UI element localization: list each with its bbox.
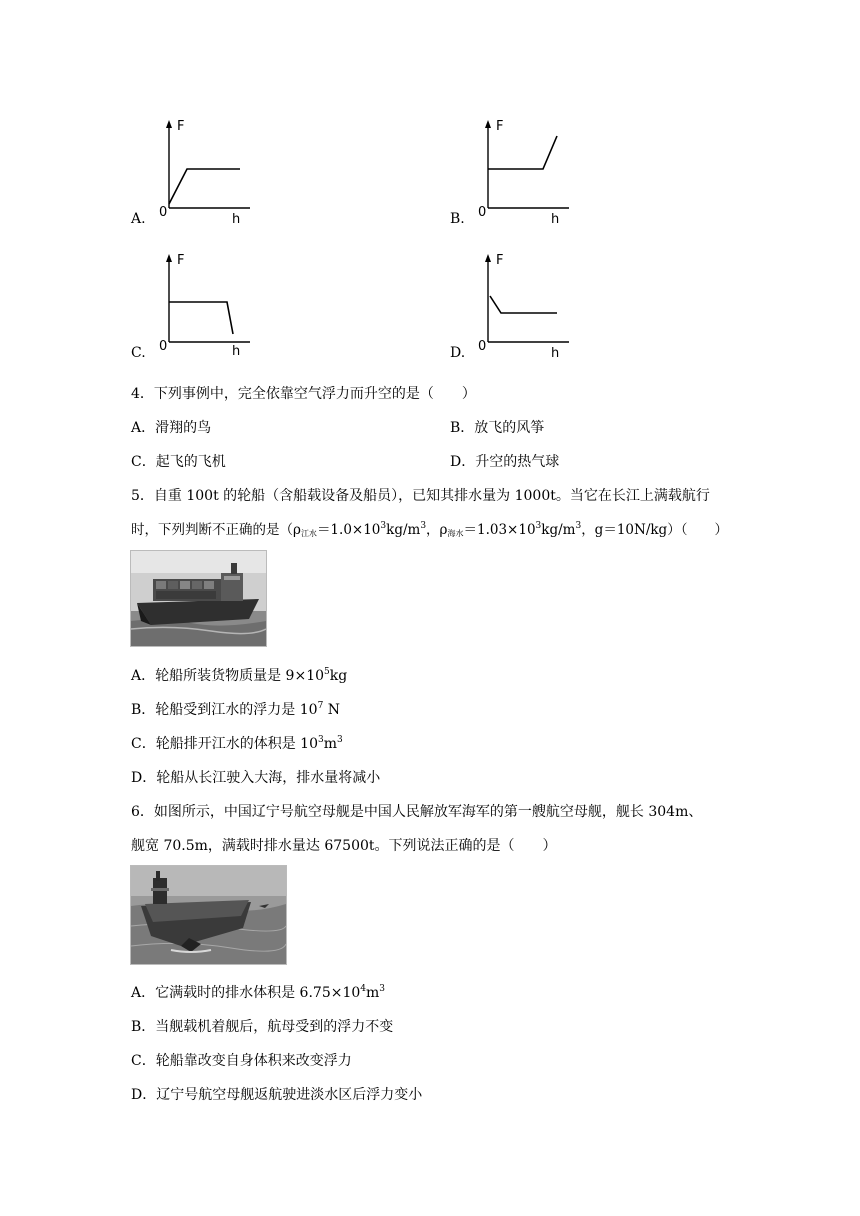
graph-d-plot — [471, 246, 581, 361]
q5-sub-sea: 海水 — [447, 529, 464, 538]
q5-option-b-exp: 7 — [317, 701, 324, 711]
graph-a-origin: 0 — [159, 205, 168, 220]
graph-b-origin: 0 — [478, 205, 487, 220]
q4-stem: 4．下列事例中，完全依靠空气浮力而升空的是（ ） — [131, 386, 476, 402]
q5-stem-line2-g: ，g＝10N/kg）（ ） — [581, 522, 728, 538]
graph-d-x-label: h — [551, 346, 560, 361]
option-a-letter: A. — [131, 211, 146, 227]
q6-option-b: B．当舰载机着舰后，航母受到的浮力不变 — [131, 1019, 394, 1035]
option-b-letter: B. — [450, 211, 465, 227]
q5-exp-3d: 3 — [575, 521, 582, 531]
graph-c — [152, 246, 262, 361]
q6-option-a-text: A．它满载时的排水体积是 6.75×10 — [131, 985, 361, 1001]
q5-option-a-exp: 5 — [324, 667, 330, 677]
graph-b-y-label: F — [496, 119, 504, 134]
q5-option-c-unit: m — [323, 736, 337, 752]
graph-a-curve — [169, 169, 240, 204]
graph-d-curve — [490, 296, 557, 313]
q5-option-a-text: A．轮船所装货物质量是 9×10 — [131, 668, 325, 684]
q5-option-c — [131, 733, 343, 753]
graph-d-y-label: F — [496, 253, 504, 268]
cargo-ship-illustration — [131, 551, 266, 646]
q6-option-a-unit: m — [366, 985, 380, 1001]
q5-stem-line1: 5．自重 100t 的轮船（含船载设备及船员），已知其排水量为 1000t。当它在长江上满载航行 — [131, 488, 710, 504]
q5-option-c-text: C．轮船排开江水的体积是 10 — [131, 736, 318, 752]
q5-option-b-text: B．轮船受到江水的浮力是 10 — [131, 702, 318, 718]
q5-exp-3a: 3 — [380, 521, 387, 531]
q5-option-a — [131, 665, 347, 685]
graph-b-curve — [488, 136, 557, 169]
option-d-letter: D. — [450, 345, 466, 361]
q6-option-c: C．轮船靠改变自身体积来改变浮力 — [131, 1053, 352, 1069]
graph-a-x-label: h — [232, 212, 241, 227]
graph-b — [471, 112, 581, 227]
q6-option-a-exp2: 3 — [379, 984, 386, 994]
q5-stem-line2-d: ，ρ — [426, 522, 448, 538]
q6-option-a — [131, 982, 385, 1002]
graph-a — [152, 112, 262, 227]
q5-stem-line2-a: 时，下列判断不正确的是（ρ — [131, 522, 301, 538]
graph-c-x-label: h — [232, 344, 241, 359]
q5-option-d: D．轮船从长江驶入大海，排水量将减小 — [131, 770, 381, 786]
graph-d — [471, 246, 581, 361]
graph-c-y-label: F — [177, 253, 185, 268]
q5-sub-river: 江水 — [300, 529, 317, 538]
q5-stem-line2-f: kg/m — [541, 522, 576, 538]
graph-c-origin: 0 — [159, 339, 168, 354]
graph-c-plot — [152, 246, 262, 361]
q6-option-a-exp: 4 — [360, 984, 367, 994]
q4-option-b: B．放飞的风筝 — [450, 420, 545, 436]
q5-option-c-exp: 3 — [317, 735, 324, 745]
graph-d-origin: 0 — [478, 339, 487, 354]
q5-option-b-unit: N — [323, 702, 340, 718]
q6-option-d: D．辽宁号航空母舰返航驶进淡水区后浮力变小 — [131, 1087, 423, 1103]
graph-b-plot — [471, 112, 581, 227]
q6-stem-line1: 6．如图所示，中国辽宁号航空母舰是中国人民解放军海军的第一艘航空母舰，舰长 304m、 — [131, 804, 703, 820]
q5-stem-line2-b: ＝1.0×10 — [316, 522, 381, 538]
q5-option-b — [131, 699, 340, 719]
q4-option-a: A．滑翔的鸟 — [131, 420, 212, 436]
aircraft-carrier-illustration — [131, 866, 286, 964]
q5-stem-line2-c: kg/m — [386, 522, 421, 538]
q5-exp-3b: 3 — [420, 521, 427, 531]
q4-option-c: C．起飞的飞机 — [131, 454, 226, 470]
cargo-ship-photo — [130, 550, 267, 647]
q5-stem-line2 — [131, 518, 728, 538]
option-c-letter: C. — [131, 345, 146, 361]
graph-a-plot — [152, 112, 262, 227]
graph-c-curve — [169, 302, 233, 334]
q6-stem-line2: 舰宽 70.5m，满载时排水量达 67500t。下列说法正确的是（ ） — [131, 838, 557, 854]
q4-option-d: D．升空的热气球 — [450, 454, 560, 470]
q5-option-a-unit: kg — [329, 668, 348, 684]
graph-a-y-label: F — [177, 119, 185, 134]
q5-option-c-exp2: 3 — [337, 735, 343, 745]
graph-b-x-label: h — [551, 212, 560, 227]
q5-stem-line2-e: ＝1.03×10 — [463, 522, 536, 538]
aircraft-carrier-photo — [130, 865, 287, 965]
q5-exp-3c: 3 — [535, 521, 542, 531]
